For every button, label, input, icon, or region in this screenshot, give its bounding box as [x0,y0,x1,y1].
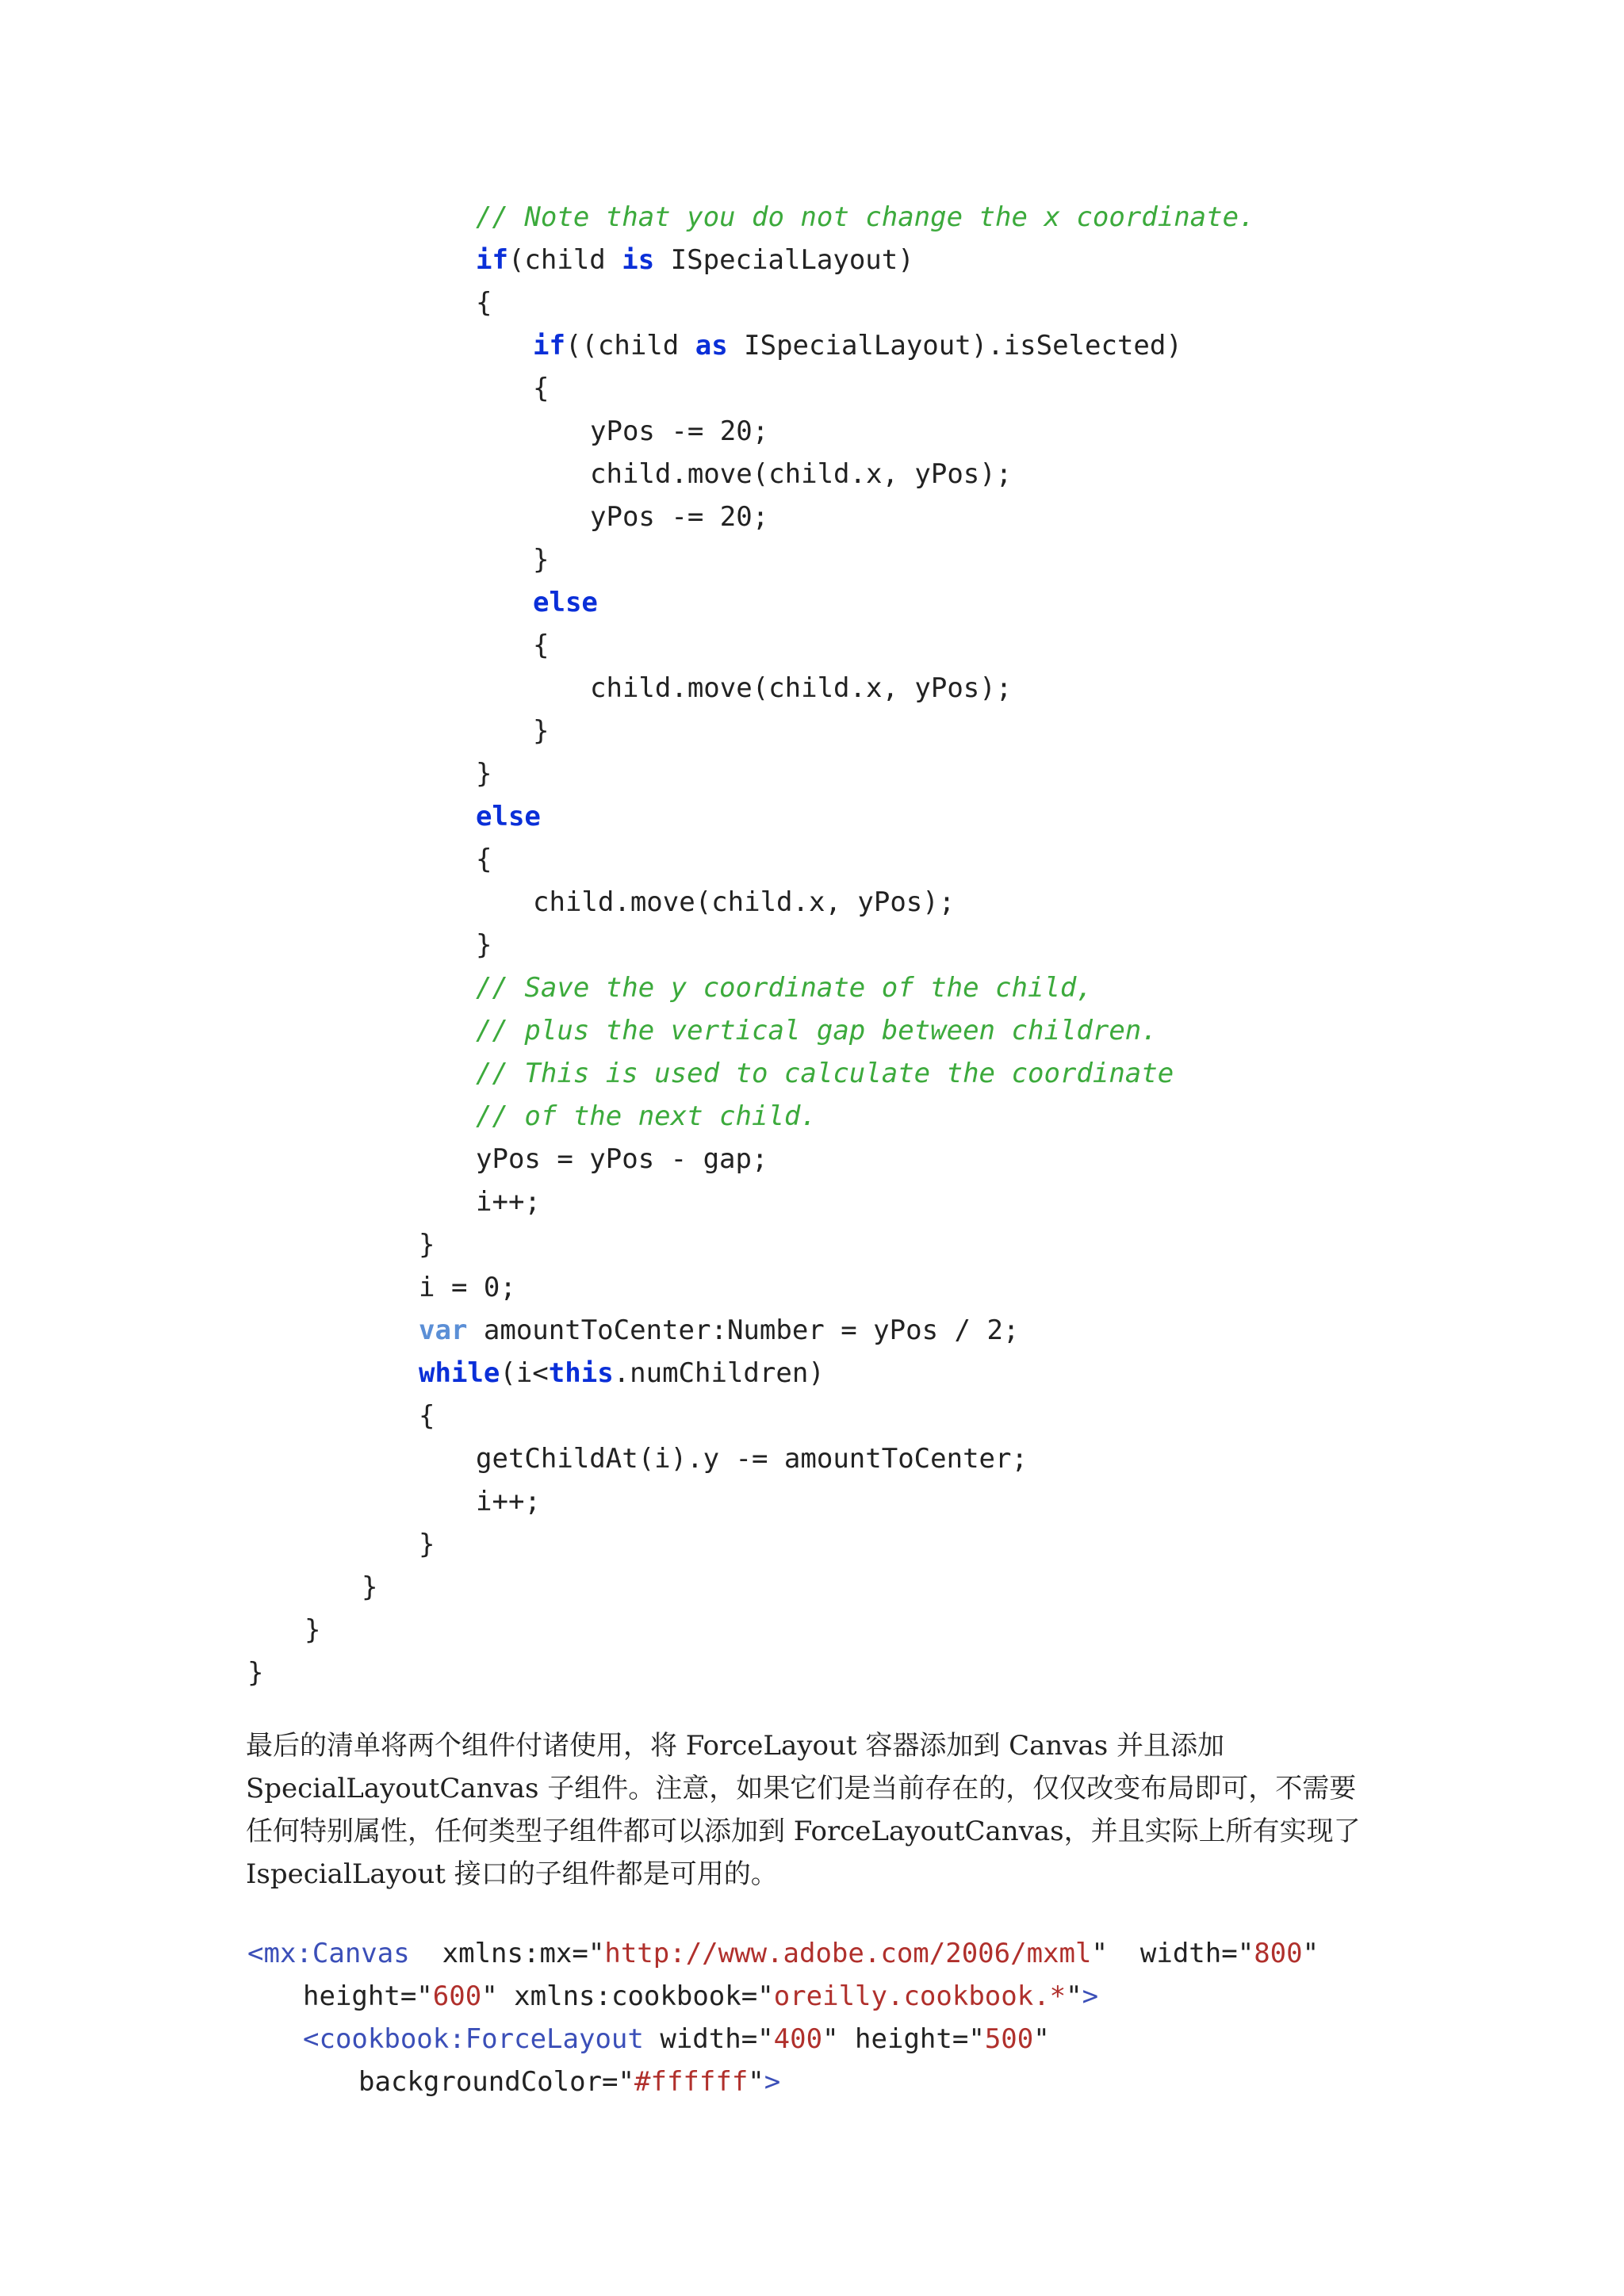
code-attr: height= [838,2023,969,2055]
code-line [476,1095,817,1138]
code-text: } [362,1571,378,1603]
code-quote: " [757,2023,774,2055]
code-text: ISpecialLayout).isSelected) [727,330,1182,362]
code-text: (child [508,244,622,276]
code-line [533,538,549,581]
code-string: #ffffff [634,2066,749,2098]
code-text: child.move(child.x, yPos); [590,458,1013,490]
code-line [476,966,1093,1009]
code-attr: backgroundColor= [358,2066,619,2098]
code-line [247,1651,263,1694]
code-quote: " [1066,1980,1082,2012]
code-string: 500 [984,2023,1034,2055]
code-attr: xmlns:cookbook= [497,1980,758,2012]
code-keyword: if [476,244,508,276]
code-keyword: as [695,330,728,362]
code-text: { [419,1400,435,1432]
code-line [419,1352,825,1395]
code-quote: " [822,2023,839,2055]
code-comment: // plus the vertical gap between children. [476,1015,1158,1047]
code-text: { [476,287,492,319]
code-tag: <cookbook:ForceLayout [303,2023,644,2055]
code-text: } [419,1229,435,1261]
code-quote: " [1091,1938,1108,1969]
code-quote: " [757,1980,774,2012]
code-line [476,1052,1174,1095]
paragraph-line: IspecialLayout 接口的子组件都是可用的。 [246,1858,778,1890]
code-keyword: is [622,244,655,276]
code-line [304,1609,320,1651]
code-text: } [476,929,492,961]
code-line [419,1395,435,1437]
code-text: { [533,629,550,661]
code-line [247,1932,1319,1975]
code-keyword: var [419,1314,468,1346]
code-quote: " [481,1980,498,2012]
code-attr: width= [643,2023,758,2055]
code-text: amountToCenter:Number = yPos / 2; [467,1314,1020,1346]
code-text: yPos -= 20; [590,415,769,447]
code-line [590,453,1012,496]
code-keyword: else [533,587,598,618]
code-tag: > [764,2066,781,2098]
code-text: child.move(child.x, yPos); [590,672,1013,704]
code-string: 600 [432,1980,482,2012]
code-keyword: else [476,801,541,832]
code-line [533,881,955,924]
code-attr: xmlns:mx= [409,1938,588,1969]
code-text: .numChildren) [613,1357,825,1389]
code-line [533,624,549,667]
code-line [590,667,1012,710]
code-comment: // This is used to calculate the coordinate [476,1058,1174,1089]
code-text: child.move(child.x, yPos); [533,886,956,918]
code-keyword: while [419,1357,500,1389]
code-line [476,1009,1158,1052]
code-line [533,324,1182,367]
code-quote: " [588,1938,605,1969]
code-tag: <mx:Canvas [247,1938,410,1969]
code-comment: // Note that you do not change the x coordinate. [476,201,1255,233]
code-tag: > [1082,1980,1099,2012]
code-line [476,1480,541,1523]
code-line [533,710,549,752]
code-line [476,752,492,795]
code-text: yPos -= 20; [590,501,769,533]
code-line [303,2018,1050,2061]
paragraph-line: 任何特别属性，任何类型子组件都可以添加到 ForceLayoutCanvas，并且实际上所有实现了 [246,1816,1361,1847]
code-text: getChildAt(i).y -= amountToCenter; [476,1443,1028,1475]
code-line [476,1437,1028,1480]
code-line [476,795,541,838]
code-string: oreilly.cookbook.* [773,1980,1067,2012]
code-string: http://www.adobe.com/2006/mxml [604,1938,1092,1969]
code-quote: " [618,2066,634,2098]
code-line [533,581,598,624]
code-text: i++; [476,1186,541,1218]
paragraph-line: 最后的清单将两个组件付诸使用，将 ForceLayout 容器添加到 Canvas 并且添加 [246,1730,1225,1762]
code-attr: width= [1107,1938,1238,1969]
code-line [476,281,492,324]
code-line [476,239,914,281]
code-text: } [304,1614,321,1646]
code-line [362,1566,377,1609]
code-line [533,367,549,410]
code-text: ISpecialLayout) [654,244,914,276]
code-text: i = 0; [419,1272,516,1303]
code-line [476,924,492,966]
code-text: } [476,758,492,790]
code-line [419,1223,435,1266]
code-text: } [419,1529,435,1560]
code-string: 800 [1254,1938,1303,1969]
paragraph-line: SpecialLayoutCanvas 子组件。注意，如果它们是当前存在的，仅仅改变布局即可，不需要 [246,1773,1357,1804]
code-comment: // of the next child. [476,1100,817,1132]
code-line [590,496,768,538]
code-string: 400 [773,2023,823,2055]
code-text: { [533,373,550,404]
code-keyword: if [533,330,565,362]
code-keyword: this [548,1357,614,1389]
code-text: i++; [476,1486,541,1517]
code-line [303,1975,1098,2018]
code-attr: height= [303,1980,417,2012]
code-quote: " [416,1980,433,2012]
code-quote: " [748,2066,764,2098]
code-comment: // Save the y coordinate of the child, [476,972,1093,1004]
code-line [419,1309,1019,1352]
code-text: } [247,1657,264,1689]
code-line [590,410,768,453]
code-line [476,1138,768,1181]
code-quote: " [968,2023,985,2055]
code-line [419,1523,435,1566]
code-text: } [533,715,550,747]
code-text: { [476,844,492,875]
code-quote: " [1033,2023,1050,2055]
code-line [358,2061,780,2103]
code-line [419,1266,516,1309]
code-line [476,1181,541,1223]
code-quote: " [1302,1938,1320,1969]
code-text: } [533,544,550,576]
code-quote: " [1237,1938,1254,1969]
code-text: ((child [565,330,695,362]
code-line [476,838,492,881]
code-text: (i< [500,1357,549,1389]
code-text: yPos = yPos - gap; [476,1143,768,1175]
code-line [476,196,1255,239]
